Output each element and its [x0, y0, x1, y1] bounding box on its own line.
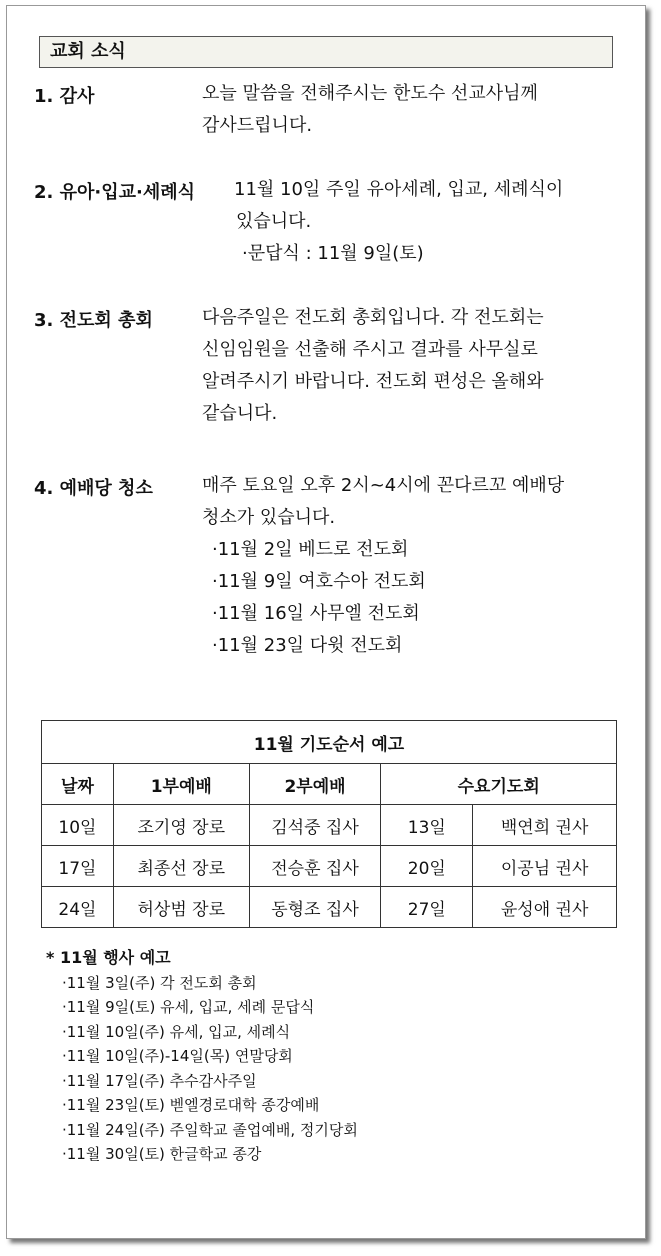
table-cell: 허상범 장로 [113, 887, 249, 928]
table-cell: 이공님 권사 [473, 846, 617, 887]
item-line: ·11월 16일 사무엘 전도회 [212, 603, 420, 624]
list-item: ·11월 24일(주) 주일학교 졸업예배, 정기당회 [62, 1120, 358, 1139]
item-line: ·11월 9일 여호수아 전도회 [212, 571, 426, 592]
item-line: 신임임원을 선출해 주시고 결과를 사무실로 [202, 339, 538, 360]
table-cell: 최종선 장로 [113, 846, 249, 887]
item-body [202, 302, 544, 430]
list-item: ·11월 30일(토) 한글학교 종강 [62, 1145, 262, 1163]
table-cell: 김석중 집사 [249, 805, 381, 846]
table-row [42, 805, 617, 846]
column-header-first-service: 1부예배 [113, 764, 249, 805]
section-header: 교회 소식 [39, 36, 613, 68]
events-title: * 11월 행사 예고 [46, 948, 171, 967]
item-line: 감사드립니다. [202, 115, 313, 136]
list-item: ·11월 23일(토) 벧엘경로대학 종강예배 [62, 1096, 320, 1114]
item-body [202, 78, 538, 142]
item-title: 3. 전도회 총회 [34, 310, 153, 331]
item-line: 다음주일은 전도회 총회입니다. 각 전도회는 [202, 307, 544, 328]
item-body [202, 470, 564, 662]
item-body [234, 174, 563, 270]
table-title: 11월 기도순서 예고 [42, 721, 617, 764]
table-cell: 동형조 집사 [249, 887, 381, 928]
table-cell: 17일 [42, 846, 114, 887]
item-line: ·11월 2일 베드로 전도회 [212, 539, 409, 560]
list-item: ·11월 10일(주) 유세, 입교, 세례식 [62, 1022, 291, 1041]
table-cell: 20일 [381, 846, 473, 887]
item-line: 매주 토요일 오후 2시~4시에 꼰다르꼬 예배당 [202, 475, 565, 496]
list-item: ·11월 17일(주) 추수감사주일 [62, 1071, 257, 1090]
list-item: ·11월 9일(토) 유세, 입교, 세례 문답식 [62, 998, 315, 1016]
table-cell: 13일 [381, 805, 473, 846]
item-line: 11월 10일 주일 유아세례, 입교, 세례식이 [234, 179, 564, 200]
item-title: 1. 감사 [34, 86, 95, 107]
table-row [42, 846, 617, 887]
item-line: 오늘 말씀을 전해주시는 한도수 선교사님께 [202, 83, 538, 104]
table-cell: 백연희 권사 [473, 805, 617, 846]
column-header-wednesday-prayer: 수요기도회 [381, 764, 617, 805]
list-item: ·11월 10일(주)-14일(목) 연말당회 [62, 1047, 293, 1065]
item-line: 같습니다. [202, 403, 278, 424]
item-line: 알려주시기 바랍니다. 전도회 편성은 올해와 [202, 371, 544, 392]
table-cell: 전승훈 집사 [249, 846, 381, 887]
column-header-second-service: 2부예배 [249, 764, 381, 805]
list-item: ·11월 3일(주) 각 전도회 총회 [62, 973, 257, 992]
table-row [42, 887, 617, 928]
item-line: ·11월 23일 다윗 전도회 [212, 635, 403, 656]
events-list [46, 946, 358, 1167]
item-line: 있습니다. [236, 211, 312, 232]
item-line: ·문답식 : 11월 9일(토) [242, 243, 424, 264]
table-cell: 10일 [42, 805, 114, 846]
item-line: 청소가 있습니다. [202, 507, 336, 528]
prayer-schedule-table [41, 720, 617, 928]
table-cell: 27일 [381, 887, 473, 928]
column-header-date: 날짜 [42, 764, 114, 805]
table-cell: 24일 [42, 887, 114, 928]
item-title: 2. 유아·입교·세례식 [34, 182, 196, 203]
table-cell: 조기영 장로 [113, 805, 249, 846]
item-title: 4. 예배당 청소 [34, 478, 153, 499]
table-cell: 윤성애 권사 [473, 887, 617, 928]
